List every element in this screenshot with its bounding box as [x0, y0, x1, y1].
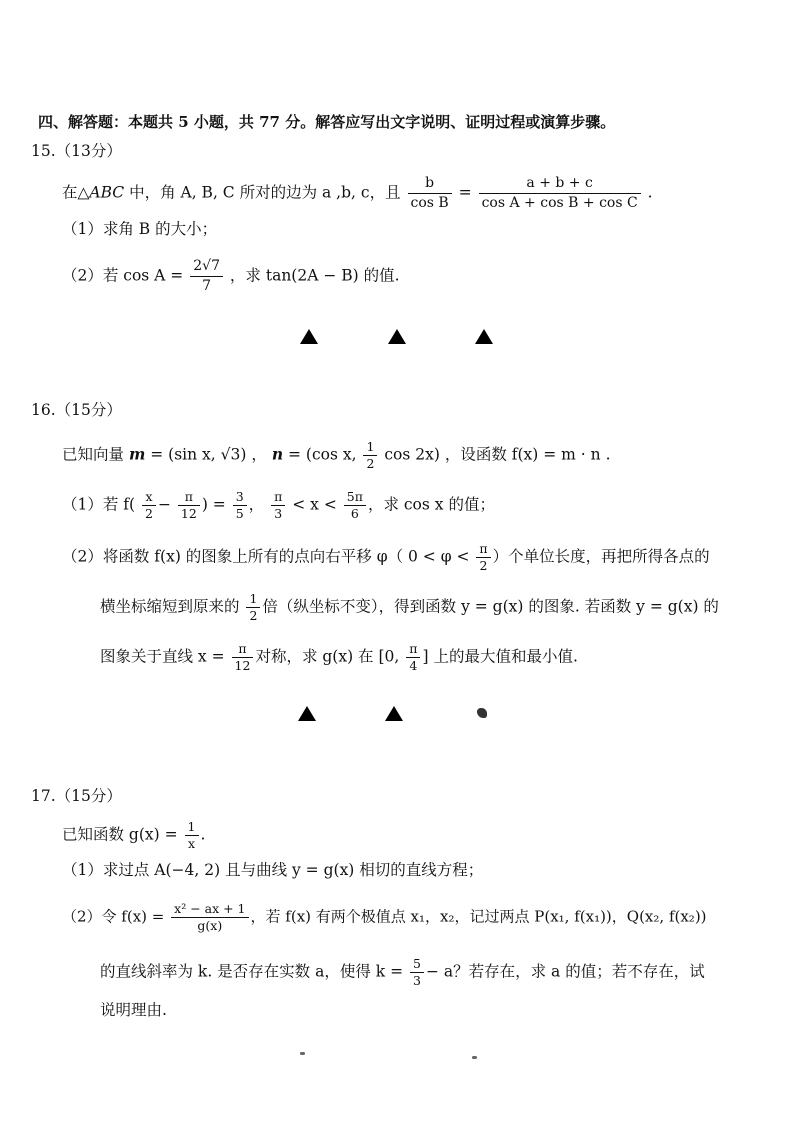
fraction-denominator: 12	[234, 658, 251, 673]
q17-part2-line1	[62, 902, 707, 933]
q16-p1-a: （1）若 f(	[62, 495, 136, 514]
q15-stem-mid: 中，角 A, B, C 所对的边为 a ,b, c，且	[124, 183, 401, 202]
q16-stem-a: 已知向量	[62, 445, 129, 464]
q17-part2-line2	[100, 957, 705, 988]
fraction-numerator: x² − ax + 1	[171, 902, 248, 918]
vector-m: m	[128, 444, 146, 464]
q15-part2	[62, 258, 400, 295]
q17-p2-l2-b: − a？若存在，求 a 的值；若不存在，试	[425, 962, 705, 981]
fraction-denominator: 2	[249, 608, 258, 623]
fraction-numerator: 3	[233, 490, 247, 506]
q16-part1	[62, 490, 495, 521]
fraction-numerator: 5	[410, 957, 424, 973]
q15-number: 15.（13分）	[31, 142, 122, 160]
section-heading: 四、解答题：本题共 5 小题，共 77 分。解答应写出文字说明、证明过程或演算步骤。	[38, 113, 616, 131]
fraction-numerator: π	[232, 642, 254, 658]
fraction-denominator: 2	[366, 456, 375, 471]
q16-stem-c: = (cos x,	[283, 445, 357, 464]
q15-stem-prefix: 在△	[62, 183, 90, 202]
q17-fraction-fx	[171, 902, 248, 933]
q17-p2-l2-a: 的直线斜率为 k. 是否存在实数 a，使得 k =	[100, 962, 404, 981]
q16-p2-l2-b: 倍（纵坐标不变），得到函数 y = g(x) 的图象. 若函数 y = g(x) 的	[262, 597, 719, 616]
q16-part2-line1	[62, 542, 710, 573]
fraction-numerator: a + b + c	[479, 175, 641, 194]
fraction-numerator: b	[408, 175, 452, 194]
q15-stem-end: .	[647, 183, 653, 202]
smudge-mark-icon	[477, 708, 487, 718]
fraction-numerator: x	[142, 490, 156, 506]
q16-number: 16.（15分）	[31, 401, 122, 419]
q17-stem-b: .	[200, 825, 206, 844]
triangle-marker-icon	[388, 329, 406, 344]
q16-stem-d: cos 2x) ，设函数 f(x) = m · n .	[384, 445, 611, 464]
q15-triangle-name: ABC	[89, 183, 125, 202]
q17-stem	[62, 820, 205, 851]
fraction-numerator: 5π	[344, 490, 366, 506]
q16-p2-l1-b: ）个单位长度，再把所得各点的	[492, 547, 710, 566]
triangle-marker-icon	[475, 329, 493, 344]
q16-fraction-x-over-2	[142, 490, 156, 521]
q17-number: 17.（15分）	[31, 787, 122, 805]
fraction-denominator: 7	[202, 278, 212, 294]
fraction-denominator: 3	[413, 973, 421, 988]
fraction-numerator: 2√7	[190, 258, 223, 277]
fraction-denominator: cos B	[410, 195, 449, 211]
q16-fraction-pi-over-12-b	[232, 642, 254, 673]
scan-speck-icon	[300, 1052, 305, 1055]
q16-part2-line3	[100, 642, 578, 673]
q16-p2-l3-a: 图象关于直线 x =	[100, 647, 225, 666]
fraction-numerator: π	[271, 490, 285, 506]
scan-speck-icon	[472, 1056, 477, 1059]
q16-p1-c: ，	[248, 495, 265, 514]
fraction-numerator: 1	[246, 592, 260, 608]
q17-stem-a: 已知函数 g(x) =	[62, 825, 178, 844]
fraction-denominator: 4	[409, 658, 418, 673]
triangle-marker-icon	[298, 706, 316, 721]
equals-sign: =	[458, 183, 472, 202]
fraction-denominator: 2	[145, 506, 153, 521]
fraction-numerator: 1	[185, 820, 199, 836]
fraction-denominator: 6	[350, 506, 359, 521]
q15-stem	[62, 175, 653, 212]
q16-p1-b: ) =	[201, 495, 226, 514]
q16-fraction-pi-over-2	[476, 542, 490, 573]
q16-p2-l3-b: 对称，求 g(x) 在 [0,	[255, 647, 400, 666]
q17-fraction-1-over-x	[185, 820, 199, 851]
fraction-denominator: 2	[479, 558, 488, 573]
q17-p2-l1-b: ，若 f(x) 有两个极值点 x₁，x₂，记过两点 P(x₁, f(x₁))，Q(x₂, f(x₂))	[250, 907, 707, 926]
fraction-numerator: π	[178, 490, 200, 506]
q16-p2-l1-a: （2）将函数 f(x) 的图象上所有的点向右平移 φ（ 0 < φ <	[62, 547, 470, 566]
q15-fraction-cosa	[190, 258, 223, 295]
q16-fraction-half-2	[246, 592, 260, 623]
q16-p1-d: < x <	[287, 495, 337, 514]
q15-fraction-sum	[479, 175, 641, 212]
triangle-marker-icon	[385, 706, 403, 721]
fraction-numerator: 1	[363, 440, 377, 456]
minus-sign: −	[157, 495, 171, 514]
fraction-denominator: 12	[180, 506, 197, 521]
q16-stem	[62, 440, 611, 471]
q15-part1: （1）求角 B 的大小；	[62, 220, 218, 238]
q16-fraction-3-over-5	[233, 490, 247, 521]
q17-part2-line3: 说明理由.	[100, 1001, 167, 1019]
fraction-numerator: π	[476, 542, 490, 558]
q15-part2-suffix: ，求 tan(2A − B) 的值.	[229, 266, 400, 285]
fraction-denominator: 5	[235, 506, 244, 521]
q16-fraction-pi-over-4	[406, 642, 420, 673]
q17-part1: （1）求过点 A(−4, 2) 且与曲线 y = g(x) 相切的直线方程；	[62, 861, 484, 879]
q16-fraction-pi-over-12	[178, 490, 200, 521]
q16-p2-l3-c: ] 上的最大值和最小值.	[422, 647, 578, 666]
fraction-numerator: π	[406, 642, 420, 658]
fraction-denominator: x	[187, 836, 196, 851]
q16-p1-e: ，求 cos x 的值；	[367, 495, 495, 514]
q16-p2-l2-a: 横坐标缩短到原来的	[100, 597, 240, 616]
q17-p2-l1-a: （2）令 f(x) =	[62, 907, 165, 926]
q16-fraction-5pi-over-6	[344, 490, 366, 521]
q15-part2-prefix: （2）若 cos A =	[62, 266, 184, 285]
q17-fraction-5-over-3	[410, 957, 424, 988]
q15-fraction-b-over-cosb	[408, 175, 452, 212]
fraction-denominator: 3	[274, 506, 283, 521]
fraction-denominator: g(x)	[197, 918, 223, 933]
fraction-denominator: cos A + cos B + cos C	[481, 195, 638, 211]
q16-fraction-pi-over-3	[271, 490, 285, 521]
q16-part2-line2	[100, 592, 719, 623]
q16-fraction-half	[363, 440, 377, 471]
vector-n: n	[271, 444, 284, 464]
triangle-marker-icon	[300, 329, 318, 344]
q16-stem-b: = (sin x, √3) ，	[145, 445, 267, 464]
